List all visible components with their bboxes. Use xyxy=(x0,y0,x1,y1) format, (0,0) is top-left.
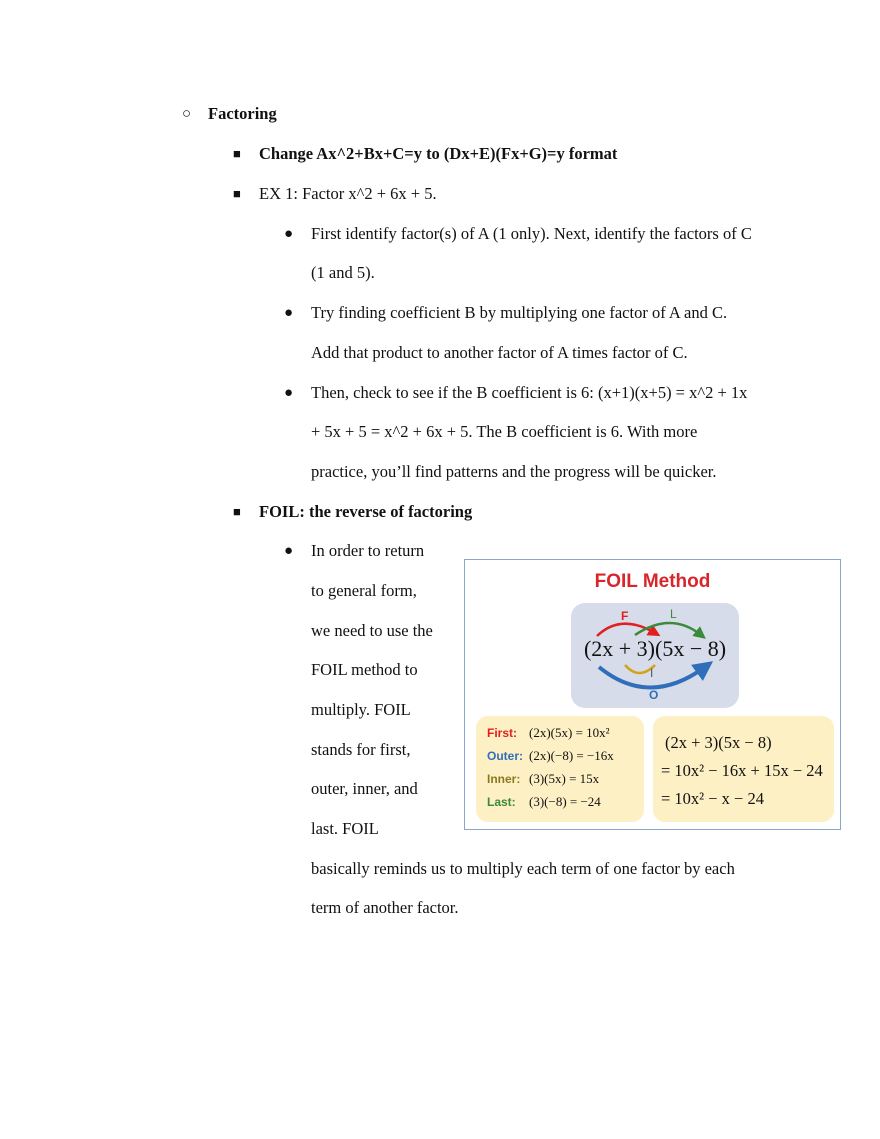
step-inner xyxy=(487,771,599,787)
foil-point-line-6: stands for first, xyxy=(311,740,411,759)
result-line-1: (2x + 3)(5x − 8) xyxy=(665,733,772,752)
result-line-3: = 10x² − x − 24 xyxy=(661,789,764,808)
section-title: Factoring xyxy=(208,104,277,123)
ex1-heading: EX 1: Factor x^2 + 6x + 5. xyxy=(259,184,437,203)
first-label: F xyxy=(621,609,629,623)
ex1-point-3-line-1: Then, check to see if the B coefficient is 6: (x+1)(x+5) = x^2 + 1x xyxy=(311,383,748,402)
foil-point-line-8: last. FOIL xyxy=(311,819,379,838)
last-label: L xyxy=(670,607,677,621)
foil-point-line-4: FOIL method to xyxy=(311,660,418,679)
foil-result-box xyxy=(653,716,834,822)
foil-point-line-3: we need to use the xyxy=(311,621,433,640)
foil-bullet: ■ xyxy=(233,504,241,519)
outer-label: O xyxy=(649,688,659,702)
foil-heading: FOIL: the reverse of factoring xyxy=(259,502,473,521)
foil-expression: (2x + 3)(5x − 8) xyxy=(583,636,727,661)
ex1-point-2-bullet: ● xyxy=(284,305,294,321)
ex1-point-2-line-2: Add that product to another factor of A times factor of C. xyxy=(311,343,688,362)
foil-point-line-10: term of another factor. xyxy=(311,898,459,917)
result-line-2: = 10x² − 16x + 15x − 24 xyxy=(661,761,823,780)
foil-point-line-1: In order to return xyxy=(311,541,425,560)
foil-point-line-7: outer, inner, and xyxy=(311,779,418,798)
ex1-bullet: ■ xyxy=(233,186,241,201)
ex1-point-3-line-3: practice, you’ll find patterns and the progress will be quicker. xyxy=(311,462,717,481)
foil-diagram xyxy=(571,603,739,708)
step-last-label: Last: xyxy=(487,795,516,809)
foil-point-line-9: basically reminds us to multiply each term of one factor by each xyxy=(311,859,735,878)
ex1-point-1-line-1: First identify factor(s) of A (1 only). Next, identify the factors of C xyxy=(311,224,752,243)
step-outer-expr: (2x)(−8) = −16x xyxy=(529,748,614,763)
change-bullet: ■ xyxy=(233,146,241,161)
ex1-point-1-bullet: ● xyxy=(284,226,294,242)
ex1-point-3-line-2: + 5x + 5 = x^2 + 6x + 5. The B coefficient is 6. With more xyxy=(311,422,698,441)
inner-label: I xyxy=(650,666,654,680)
foil-point-bullet: ● xyxy=(284,543,294,559)
foil-point-line-5: multiply. FOIL xyxy=(311,700,411,719)
foil-point-line-2: to general form, xyxy=(311,581,417,600)
section-bullet: ○ xyxy=(182,106,192,122)
ex1-point-3-bullet: ● xyxy=(284,385,294,401)
step-inner-label: Inner: xyxy=(487,772,521,786)
step-inner-expr: (3)(5x) = 15x xyxy=(529,771,600,786)
foil-figure-title: FOIL Method xyxy=(594,571,711,592)
foil-method-figure xyxy=(464,559,841,830)
change-format-heading: Change Ax^2+Bx+C=y to (Dx+E)(Fx+G)=y format xyxy=(259,144,618,163)
foil-steps-box xyxy=(476,716,644,822)
step-first xyxy=(487,725,610,741)
last-arc xyxy=(635,623,701,635)
step-outer xyxy=(487,748,614,764)
ex1-point-2-line-1: Try finding coefficient B by multiplying one factor of A and C. xyxy=(311,303,728,322)
ex1-point-1-line-2: (1 and 5). xyxy=(311,263,375,282)
step-outer-label: Outer: xyxy=(487,749,523,763)
step-first-expr: (2x)(5x) = 10x² xyxy=(529,725,610,740)
step-first-label: First: xyxy=(487,726,517,740)
step-last xyxy=(487,794,601,810)
step-last-expr: (3)(−8) = −24 xyxy=(529,794,601,809)
